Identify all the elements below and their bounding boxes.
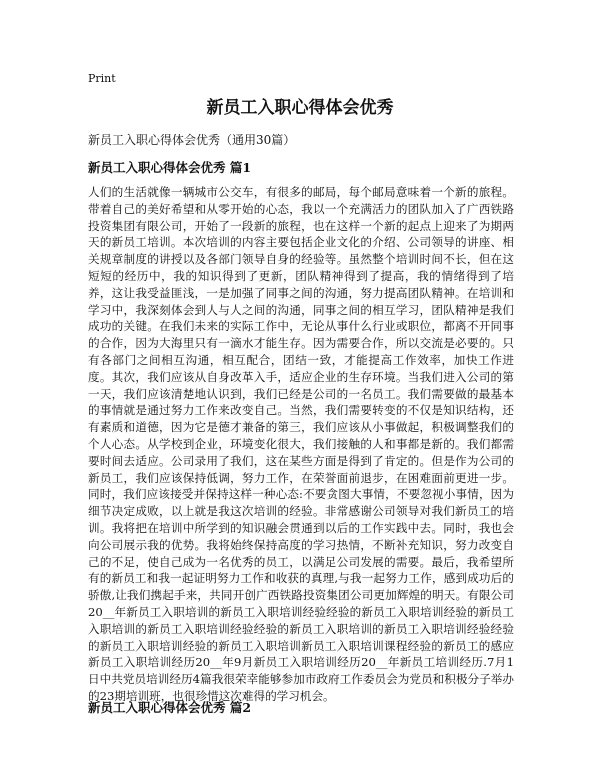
print-label: Print [88,72,116,85]
document-title: 新员工入职心得体会优秀 [206,98,394,118]
section-heading-1: 新员工入职心得体会优秀 篇1 [88,160,252,175]
document-subtitle: 新员工入职心得体会优秀（通用30篇） [88,133,296,147]
section-body-1: 人们的生活就像一辆城市公交车，有很多的邮局，每个邮局意味着一个新的旅程。带着自己的美好希望和从零开始的心态，我以一个充满活力的团队加入了广西铁路投资集团有限公司，开始了一段新的旅程，也在这样一个新的起点上迎来了为期两天的新员工培训。本次培训的内容主要包括企业文化的介绍、公司领导的讲座、相关规章制度的讲授以及各部门领导自身的经验等。虽然整个培训时间不长，但在这短短的经历中，我的知识得到了更新，团队精神得到了提高，我的情绪得到了培养，这让我受益匪浅，一是加强了同事之间的沟通，努力提高团队精神。在培训和学习中，我深刻体会到人与人之间的沟通，同事之间的相互学习，团队精神是我们成功的关键。在我们未来的实际工作中，无论从事什么行业或职位，都离不开同事的合作，因为大海里只有一滴水才能生存。因为需要合作，所以交流是必要的。只有各部门之间相互沟通，相互配合，团结一致，才能提高工作效率，加快工作进度。其次，我们应该从自身改革入手，适应企业的生存环境。当我们进入公司的第一天，我们应该清楚地认识到，我们已经是公司的一名员工。我们需要做的最基本的事情就是通过努力工作来改变自己。当然，我们需要转变的不仅是知识结构，还有素质和道德，因为它是德才兼备的第三，我们应该从小事做起，积极调整我们的个人心态。从学校到企业，环境变化很大，我们接触的人和事都是新的。我们都需要时间去适应。公司录用了我们，这在某些方面是得到了肯定的。但是作为公司的新员工，我们应该保持低调，努力工作，在荣誉面前退步，在困难面前更进一步。同时，我们应该接受并保持这样一种心态:不要贪图大事情，不要忽视小事情，因为细节决定成败，以上就是我这次培训的经验。非常感谢公司领导对我们新员工的培训。我将把在培训中所学到的知识融会贯通到以后的工作实践中去。同时，我也会向公司展示我的优势。我将始终保持高度的学习热情，不断补充知识，努力改变自己的不足，使自己成为一名优秀的员工，以满足公司发展的需要。最后，我希望所有的新员工和我一起证明努力工作和收获的真理,与我一起努力工作，感到成功后的骄傲,让我们携起手来，共同开创广西铁路投资集团公司更加辉煌的明天。有限公司20__年新员工入职培训的新员工入职培训经验经验的新员工入职培训经验的新员工入职培训的新员工入职培训经验经验的新员工入职培训的新员工入职培训经验经验的新员工入职培训经验的新员工入职培训新员工入职培训课程经验的新员工的感应新员工入职培训经历20__年9月新员工入职培训经历20__年新员工培训经历.7月1日中共党员培训经历4篇我很荣幸能够参加市政府工作委员会为党员和积极分子举办的23期培训班，也很珍惜这次难得的学习机会。 [88,185,514,703]
section-heading-2: 新员工入职心得体会优秀 篇2 [88,700,252,715]
